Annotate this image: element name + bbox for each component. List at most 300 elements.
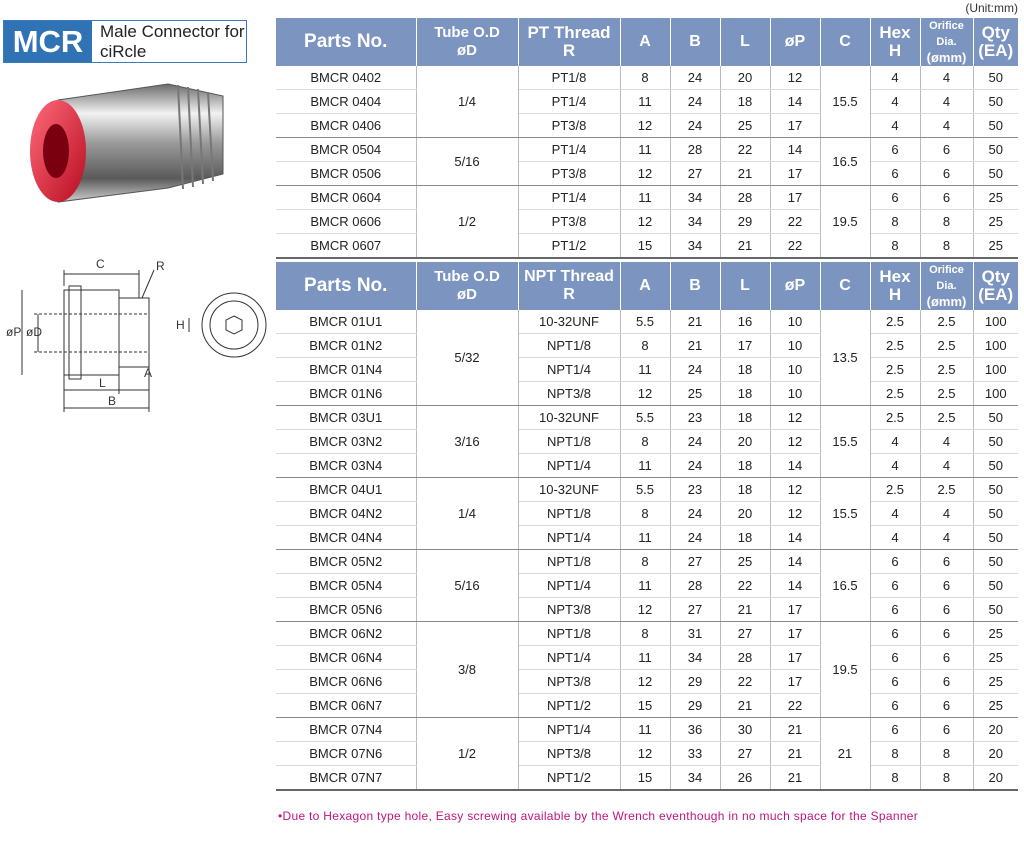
- cell-hex: 6: [870, 670, 920, 694]
- cell-b: 23: [670, 478, 720, 502]
- cell-p: 10: [770, 358, 820, 382]
- table-row: [276, 210, 1018, 234]
- cell-a: 8: [620, 550, 670, 574]
- header-l: L: [720, 18, 770, 66]
- cell-qty: 50: [973, 574, 1018, 598]
- table-row: [276, 358, 1018, 382]
- cell-c: 13.5: [820, 310, 870, 406]
- cell-hex: 2.5: [870, 358, 920, 382]
- cell-orifice: 2.5: [920, 310, 973, 334]
- cell-qty: 25: [973, 210, 1018, 234]
- header-qty-sub: (EA): [978, 285, 1014, 304]
- label-r: R: [156, 259, 165, 273]
- header-thread: PT Thread: [527, 23, 611, 42]
- cell-l: 18: [720, 478, 770, 502]
- cell-thread: PT3/8: [518, 162, 620, 186]
- table-row: [276, 334, 1018, 358]
- cell-p: 10: [770, 382, 820, 406]
- table-row: [276, 670, 1018, 694]
- cell-b: 34: [670, 766, 720, 791]
- cell-l: 20: [720, 66, 770, 90]
- header-thread: NPT Thread: [524, 268, 614, 285]
- cell-c: 15.5: [820, 66, 870, 138]
- cell-orifice: 6: [920, 718, 973, 742]
- product-photo: [18, 70, 238, 220]
- cell-thread: NPT1/4: [518, 454, 620, 478]
- cell-a: 11: [620, 454, 670, 478]
- cell-b: 24: [670, 358, 720, 382]
- cell-qty: 50: [973, 162, 1018, 186]
- table-row: [276, 66, 1018, 90]
- cell-a: 12: [620, 670, 670, 694]
- cell-hex: 6: [870, 186, 920, 210]
- cell-tube-od: 5/32: [416, 310, 518, 406]
- cell-p: 12: [770, 430, 820, 454]
- cell-b: 29: [670, 670, 720, 694]
- cell-part-no: BMCR 06N2: [276, 622, 416, 646]
- cell-hex: 6: [870, 550, 920, 574]
- cell-tube-od: 3/8: [416, 622, 518, 718]
- cell-l: 21: [720, 234, 770, 259]
- cell-a: 8: [620, 66, 670, 90]
- cell-hex: 2.5: [870, 310, 920, 334]
- cell-p: 12: [770, 502, 820, 526]
- cell-a: 11: [620, 646, 670, 670]
- table-row: [276, 502, 1018, 526]
- cell-orifice: 2.5: [920, 382, 973, 406]
- cell-tube-od: 1/2: [416, 718, 518, 791]
- cell-orifice: 2.5: [920, 478, 973, 502]
- table-row: [276, 718, 1018, 742]
- cell-p: 17: [770, 114, 820, 138]
- cell-l: 20: [720, 430, 770, 454]
- cell-hex: 6: [870, 598, 920, 622]
- cell-l: 22: [720, 574, 770, 598]
- header-tube-sub: øD: [457, 42, 477, 59]
- cell-l: 22: [720, 670, 770, 694]
- cell-part-no: BMCR 05N6: [276, 598, 416, 622]
- cell-qty: 50: [973, 598, 1018, 622]
- table-row: [276, 550, 1018, 574]
- table-row: [276, 138, 1018, 162]
- cell-hex: 6: [870, 694, 920, 718]
- cell-thread: NPT1/8: [518, 550, 620, 574]
- cell-a: 11: [620, 358, 670, 382]
- cell-part-no: BMCR 06N7: [276, 694, 416, 718]
- cell-part-no: BMCR 03U1: [276, 406, 416, 430]
- cell-hex: 4: [870, 90, 920, 114]
- cell-hex: 2.5: [870, 406, 920, 430]
- header-p: øP: [770, 262, 820, 310]
- cell-a: 11: [620, 718, 670, 742]
- cell-thread: NPT3/8: [518, 382, 620, 406]
- cell-orifice: 6: [920, 186, 973, 210]
- dimension-drawing: [4, 250, 269, 420]
- cell-p: 22: [770, 234, 820, 259]
- cell-part-no: BMCR 07N4: [276, 718, 416, 742]
- pt-thread-table: [276, 18, 1018, 259]
- cell-hex: 8: [870, 742, 920, 766]
- cell-p: 17: [770, 670, 820, 694]
- cell-qty: 50: [973, 526, 1018, 550]
- cell-part-no: BMCR 0402: [276, 66, 416, 90]
- cell-p: 22: [770, 694, 820, 718]
- label-a: A: [144, 366, 153, 380]
- cell-b: 24: [670, 430, 720, 454]
- cell-tube-od: 1/4: [416, 66, 518, 138]
- cell-a: 8: [620, 334, 670, 358]
- cell-qty: 20: [973, 766, 1018, 791]
- cell-hex: 4: [870, 502, 920, 526]
- cell-hex: 6: [870, 138, 920, 162]
- cell-l: 20: [720, 502, 770, 526]
- cell-p: 14: [770, 138, 820, 162]
- header-hex: Hex: [879, 23, 911, 42]
- header-orifice: Orifice Dia.: [929, 20, 964, 48]
- cell-l: 29: [720, 210, 770, 234]
- cell-qty: 50: [973, 66, 1018, 90]
- cell-b: 27: [670, 598, 720, 622]
- cell-b: 24: [670, 454, 720, 478]
- header-hex: Hex: [879, 267, 911, 286]
- cell-part-no: BMCR 07N7: [276, 766, 416, 791]
- cell-hex: 4: [870, 430, 920, 454]
- cell-orifice: 6: [920, 138, 973, 162]
- header-orifice-sub: (ømm): [926, 294, 967, 309]
- cell-b: 25: [670, 382, 720, 406]
- cell-b: 28: [670, 574, 720, 598]
- cell-orifice: 6: [920, 574, 973, 598]
- cell-part-no: BMCR 0404: [276, 90, 416, 114]
- cell-b: 34: [670, 186, 720, 210]
- table-row: [276, 234, 1018, 259]
- cell-thread: PT3/8: [518, 114, 620, 138]
- cell-part-no: BMCR 06N4: [276, 646, 416, 670]
- cell-a: 5.5: [620, 310, 670, 334]
- cell-hex: 4: [870, 454, 920, 478]
- cell-orifice: 6: [920, 598, 973, 622]
- cell-part-no: BMCR 0406: [276, 114, 416, 138]
- cell-a: 11: [620, 138, 670, 162]
- cell-orifice: 6: [920, 694, 973, 718]
- cell-a: 12: [620, 162, 670, 186]
- cell-b: 24: [670, 90, 720, 114]
- cell-thread: NPT3/8: [518, 598, 620, 622]
- cell-c: 21: [820, 718, 870, 791]
- cell-b: 34: [670, 210, 720, 234]
- cell-l: 17: [720, 334, 770, 358]
- cell-tube-od: 1/2: [416, 186, 518, 259]
- cell-part-no: BMCR 0606: [276, 210, 416, 234]
- cell-tube-od: 3/16: [416, 406, 518, 478]
- cell-thread: NPT3/8: [518, 670, 620, 694]
- cell-qty: 20: [973, 718, 1018, 742]
- cell-part-no: BMCR 04U1: [276, 478, 416, 502]
- cell-b: 31: [670, 622, 720, 646]
- product-badge: [3, 20, 247, 63]
- cell-thread: NPT1/8: [518, 502, 620, 526]
- cell-thread: NPT1/2: [518, 766, 620, 791]
- cell-orifice: 4: [920, 430, 973, 454]
- table-row: [276, 186, 1018, 210]
- cell-orifice: 8: [920, 234, 973, 259]
- cell-a: 12: [620, 598, 670, 622]
- cell-l: 18: [720, 382, 770, 406]
- cell-qty: 50: [973, 90, 1018, 114]
- cell-c: 16.5: [820, 138, 870, 186]
- label-l: L: [99, 376, 106, 390]
- label-d: øD: [26, 325, 42, 339]
- header-parts: Parts No.: [276, 262, 416, 310]
- cell-part-no: BMCR 03N2: [276, 430, 416, 454]
- cell-qty: 20: [973, 742, 1018, 766]
- cell-orifice: 4: [920, 114, 973, 138]
- cell-part-no: BMCR 0504: [276, 138, 416, 162]
- cell-p: 14: [770, 574, 820, 598]
- cell-tube-od: 5/16: [416, 550, 518, 622]
- cell-qty: 25: [973, 622, 1018, 646]
- header-parts: Parts No.: [276, 18, 416, 66]
- cell-l: 25: [720, 550, 770, 574]
- cell-p: 14: [770, 550, 820, 574]
- cell-l: 18: [720, 526, 770, 550]
- table-row: [276, 766, 1018, 791]
- cell-p: 14: [770, 90, 820, 114]
- cell-a: 12: [620, 382, 670, 406]
- header-thread-sub: R: [562, 41, 576, 60]
- cell-qty: 50: [973, 406, 1018, 430]
- header-p: øP: [770, 18, 820, 66]
- cell-qty: 50: [973, 454, 1018, 478]
- cell-p: 12: [770, 406, 820, 430]
- cell-part-no: BMCR 04N2: [276, 502, 416, 526]
- cell-l: 18: [720, 406, 770, 430]
- cell-p: 10: [770, 334, 820, 358]
- cell-thread: NPT1/4: [518, 574, 620, 598]
- cell-orifice: 2.5: [920, 334, 973, 358]
- header-b: B: [670, 18, 720, 66]
- cell-hex: 6: [870, 622, 920, 646]
- cell-orifice: 8: [920, 210, 973, 234]
- cell-thread: PT1/4: [518, 138, 620, 162]
- cell-thread: 10-32UNF: [518, 310, 620, 334]
- cell-thread: NPT1/4: [518, 718, 620, 742]
- cell-orifice: 2.5: [920, 406, 973, 430]
- cell-l: 18: [720, 454, 770, 478]
- cell-a: 12: [620, 114, 670, 138]
- cell-a: 11: [620, 574, 670, 598]
- cell-part-no: BMCR 0506: [276, 162, 416, 186]
- cell-hex: 8: [870, 234, 920, 259]
- cell-l: 27: [720, 622, 770, 646]
- cell-p: 17: [770, 598, 820, 622]
- table-row: [276, 598, 1018, 622]
- header-orifice: Orifice Dia.: [929, 264, 964, 292]
- cell-p: 17: [770, 646, 820, 670]
- cell-orifice: 6: [920, 646, 973, 670]
- cell-b: 24: [670, 66, 720, 90]
- cell-b: 36: [670, 718, 720, 742]
- header-tube-sub: øD: [457, 286, 477, 303]
- cell-b: 34: [670, 234, 720, 259]
- table-row: [276, 526, 1018, 550]
- cell-thread: PT1/4: [518, 186, 620, 210]
- table-row: [276, 694, 1018, 718]
- cell-qty: 100: [973, 358, 1018, 382]
- cell-part-no: BMCR 01U1: [276, 310, 416, 334]
- label-c: C: [96, 257, 105, 271]
- cell-b: 24: [670, 114, 720, 138]
- cell-thread: NPT1/4: [518, 526, 620, 550]
- cell-part-no: BMCR 04N4: [276, 526, 416, 550]
- table-row: [276, 406, 1018, 430]
- cell-orifice: 4: [920, 66, 973, 90]
- header-tube: Tube O.D: [434, 24, 500, 41]
- cell-qty: 100: [973, 382, 1018, 406]
- table-row: [276, 430, 1018, 454]
- cell-thread: PT1/2: [518, 234, 620, 259]
- cell-l: 18: [720, 358, 770, 382]
- header-l: L: [720, 262, 770, 310]
- cell-b: 28: [670, 138, 720, 162]
- product-name: Male Connector for ciRcle: [100, 21, 245, 61]
- cell-qty: 25: [973, 670, 1018, 694]
- header-c: C: [820, 18, 870, 66]
- cell-a: 15: [620, 766, 670, 791]
- cell-qty: 50: [973, 114, 1018, 138]
- cell-qty: 50: [973, 550, 1018, 574]
- cell-thread: NPT3/8: [518, 742, 620, 766]
- table-row: [276, 310, 1018, 334]
- cell-a: 8: [620, 430, 670, 454]
- cell-thread: NPT1/4: [518, 358, 620, 382]
- cell-a: 5.5: [620, 406, 670, 430]
- cell-part-no: BMCR 01N6: [276, 382, 416, 406]
- cell-p: 14: [770, 454, 820, 478]
- table-row: [276, 646, 1018, 670]
- cell-qty: 100: [973, 310, 1018, 334]
- cell-a: 12: [620, 742, 670, 766]
- cell-orifice: 6: [920, 162, 973, 186]
- label-p: øP: [6, 325, 22, 339]
- cell-part-no: BMCR 0604: [276, 186, 416, 210]
- cell-a: 11: [620, 526, 670, 550]
- cell-a: 8: [620, 622, 670, 646]
- cell-thread: 10-32UNF: [518, 406, 620, 430]
- cell-p: 21: [770, 742, 820, 766]
- cell-qty: 100: [973, 334, 1018, 358]
- cell-orifice: 6: [920, 550, 973, 574]
- cell-thread: PT1/8: [518, 66, 620, 90]
- header-a: A: [620, 262, 670, 310]
- product-code: MCR: [4, 21, 92, 62]
- table-row: [276, 454, 1018, 478]
- cell-qty: 50: [973, 430, 1018, 454]
- table-row: [276, 162, 1018, 186]
- table-row: [276, 742, 1018, 766]
- cell-p: 17: [770, 186, 820, 210]
- cell-orifice: 4: [920, 502, 973, 526]
- cell-l: 28: [720, 646, 770, 670]
- cell-qty: 25: [973, 186, 1018, 210]
- cell-l: 30: [720, 718, 770, 742]
- cell-thread: PT1/4: [518, 90, 620, 114]
- table-row: [276, 114, 1018, 138]
- cell-hex: 6: [870, 646, 920, 670]
- cell-hex: 2.5: [870, 382, 920, 406]
- cell-orifice: 8: [920, 766, 973, 791]
- cell-a: 11: [620, 90, 670, 114]
- cell-hex: 6: [870, 718, 920, 742]
- cell-p: 12: [770, 478, 820, 502]
- cell-qty: 50: [973, 138, 1018, 162]
- cell-part-no: BMCR 06N6: [276, 670, 416, 694]
- cell-part-no: BMCR 03N4: [276, 454, 416, 478]
- cell-qty: 25: [973, 234, 1018, 259]
- cell-thread: NPT1/2: [518, 694, 620, 718]
- cell-c: 15.5: [820, 478, 870, 550]
- header-qty-sub: (EA): [978, 41, 1014, 60]
- cell-hex: 6: [870, 574, 920, 598]
- cell-hex: 4: [870, 526, 920, 550]
- cell-a: 5.5: [620, 478, 670, 502]
- cell-qty: 25: [973, 646, 1018, 670]
- cell-l: 22: [720, 138, 770, 162]
- cell-a: 8: [620, 502, 670, 526]
- cell-a: 12: [620, 210, 670, 234]
- cell-l: 26: [720, 766, 770, 791]
- header-qty: Qty: [981, 267, 1010, 286]
- cell-hex: 6: [870, 162, 920, 186]
- cell-orifice: 6: [920, 622, 973, 646]
- cell-a: 15: [620, 234, 670, 259]
- header-a: A: [620, 18, 670, 66]
- cell-thread: NPT1/8: [518, 430, 620, 454]
- cell-part-no: BMCR 0607: [276, 234, 416, 259]
- cell-thread: PT3/8: [518, 210, 620, 234]
- cell-b: 27: [670, 162, 720, 186]
- header-hex-sub: H: [888, 41, 902, 60]
- cell-thread: NPT1/8: [518, 334, 620, 358]
- cell-orifice: 4: [920, 526, 973, 550]
- cell-hex: 8: [870, 210, 920, 234]
- cell-orifice: 6: [920, 670, 973, 694]
- cell-c: 19.5: [820, 186, 870, 259]
- cell-thread: NPT1/8: [518, 622, 620, 646]
- cell-p: 22: [770, 210, 820, 234]
- cell-b: 23: [670, 406, 720, 430]
- cell-thread: NPT1/4: [518, 646, 620, 670]
- cell-b: 34: [670, 646, 720, 670]
- cell-c: 19.5: [820, 622, 870, 718]
- table-row: [276, 478, 1018, 502]
- cell-hex: 4: [870, 114, 920, 138]
- cell-l: 18: [720, 90, 770, 114]
- cell-l: 25: [720, 114, 770, 138]
- cell-orifice: 8: [920, 742, 973, 766]
- cell-l: 28: [720, 186, 770, 210]
- cell-part-no: BMCR 07N6: [276, 742, 416, 766]
- table-row: [276, 90, 1018, 114]
- cell-b: 27: [670, 550, 720, 574]
- cell-l: 27: [720, 742, 770, 766]
- cell-p: 17: [770, 622, 820, 646]
- cell-a: 15: [620, 694, 670, 718]
- npt-thread-table: [276, 262, 1018, 791]
- cell-l: 21: [720, 598, 770, 622]
- cell-orifice: 2.5: [920, 358, 973, 382]
- cell-l: 21: [720, 162, 770, 186]
